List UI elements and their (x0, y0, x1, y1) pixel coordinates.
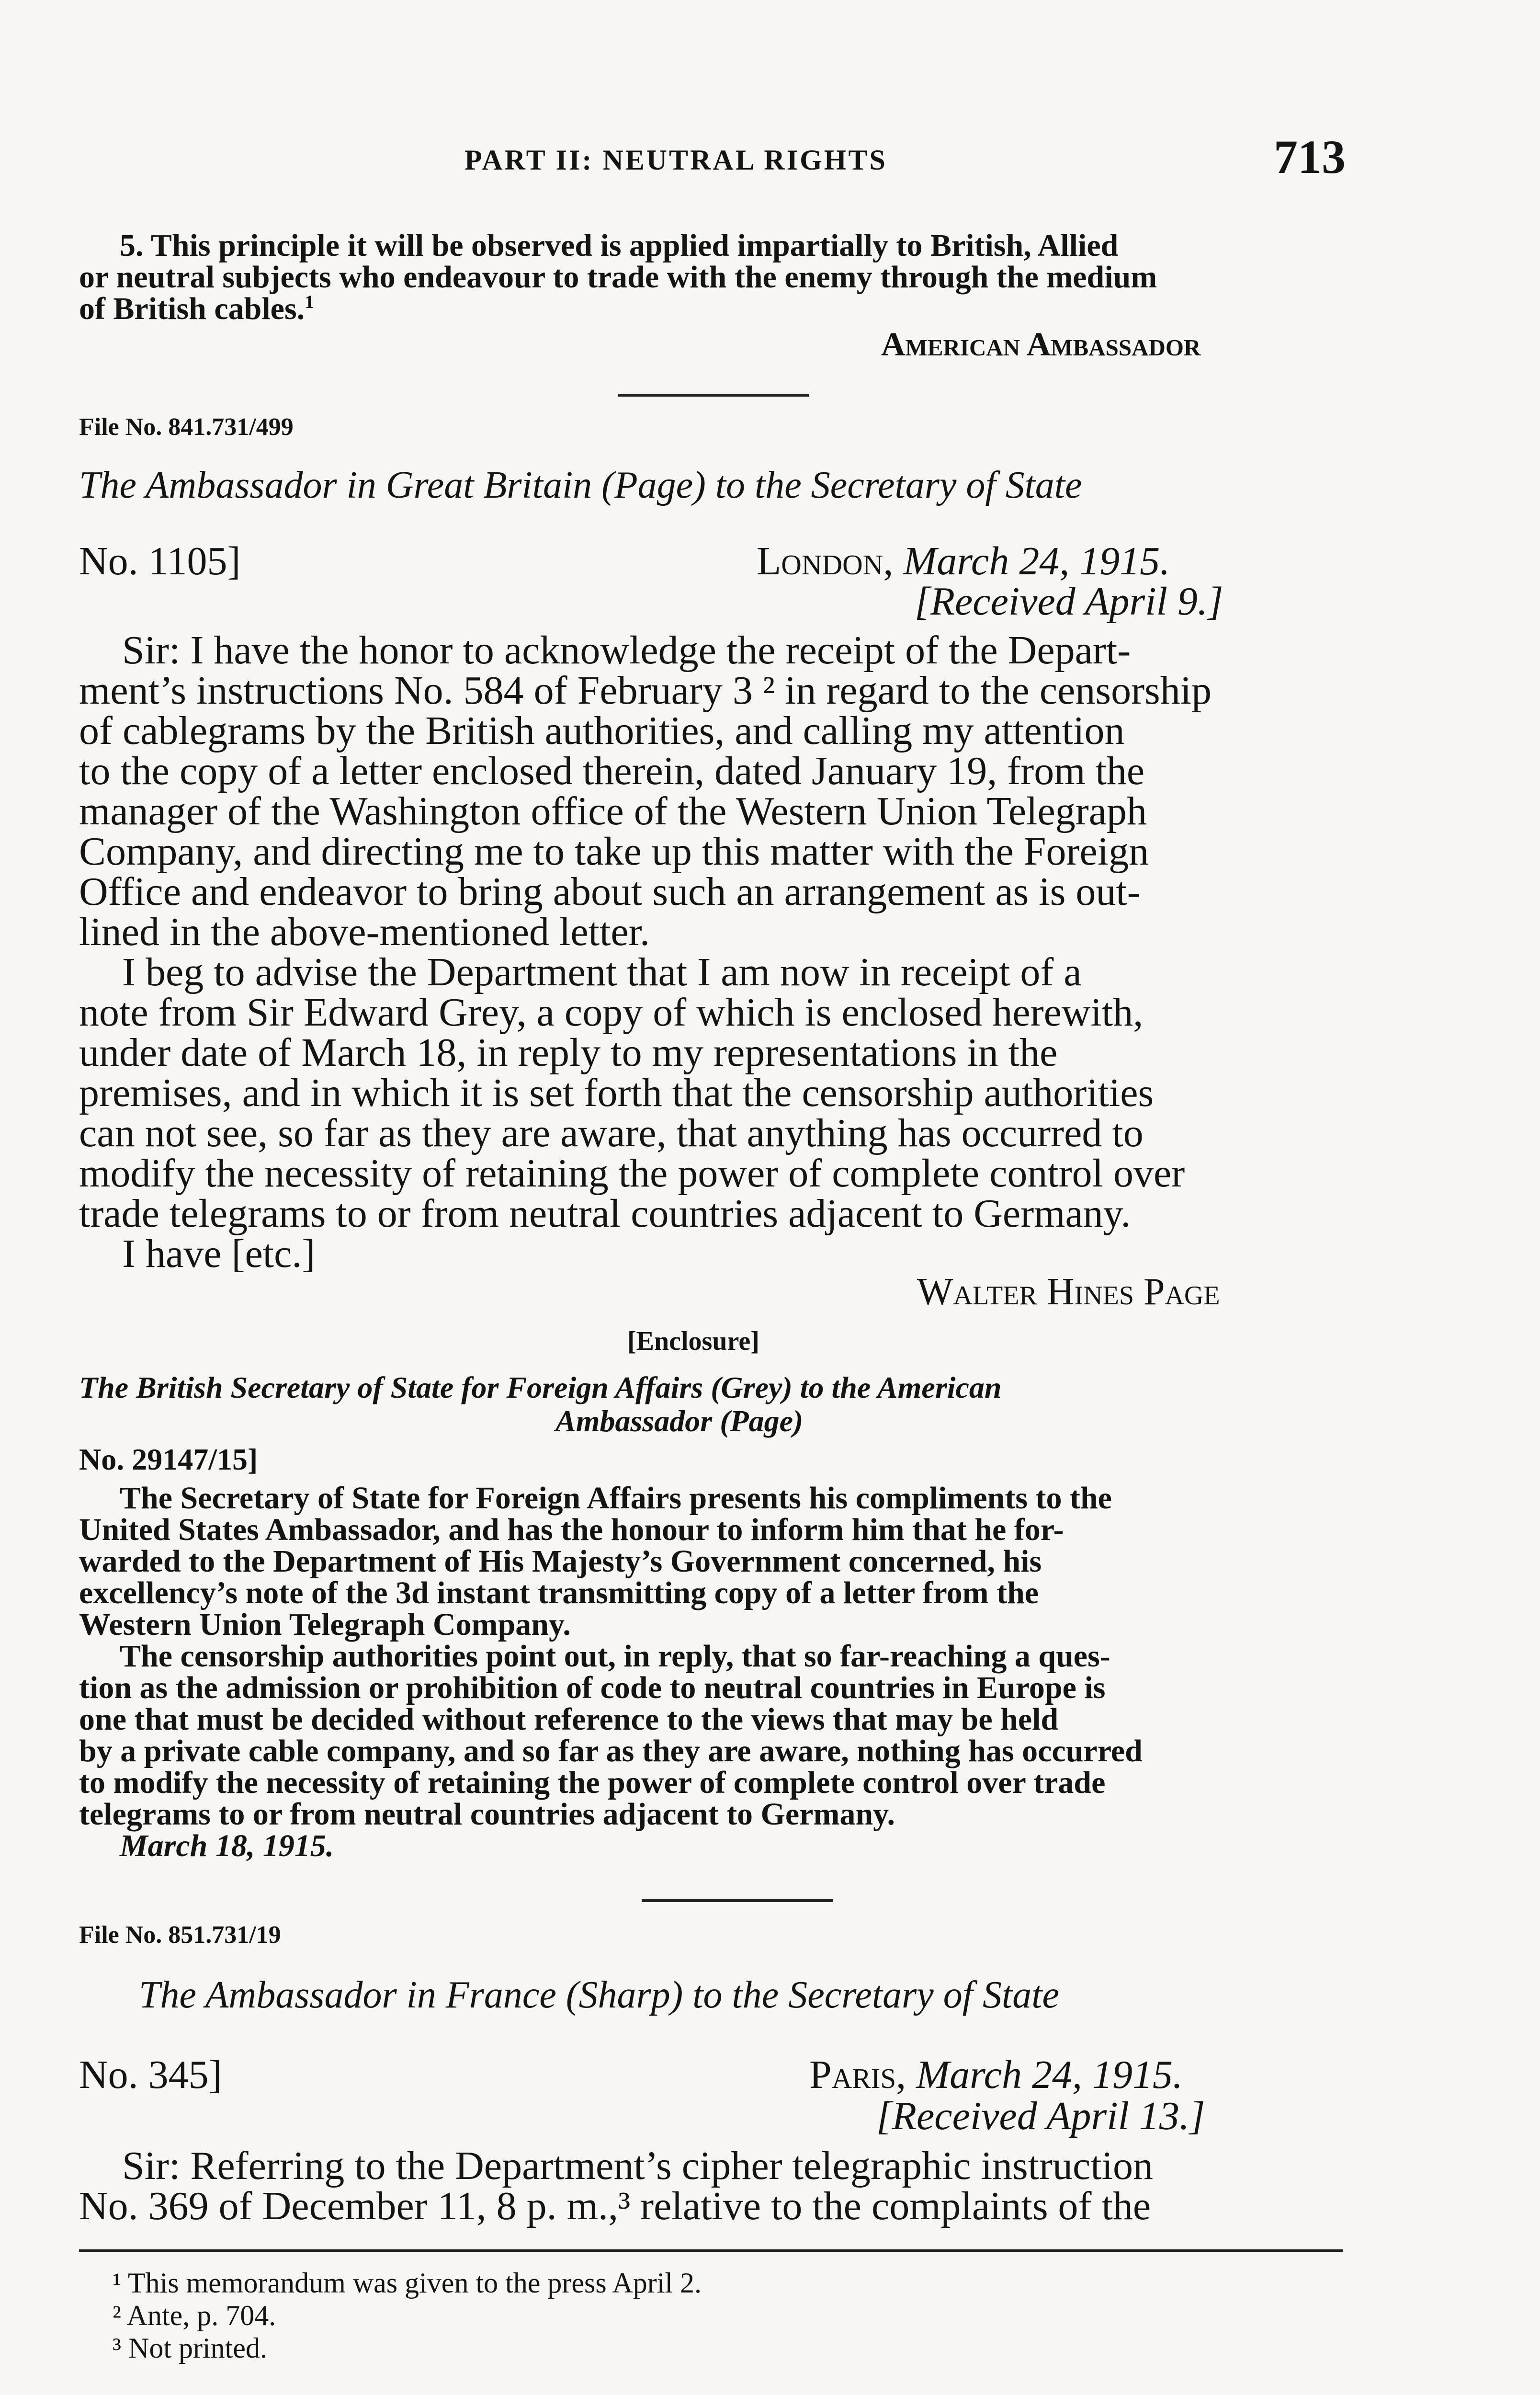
file-number: File No. 851.731/19 (79, 1921, 281, 1949)
file-number: File No. 841.731/499 (79, 413, 294, 441)
document-heading: The Ambassador in Great Britain (Page) to the Secretary of State (79, 464, 1082, 506)
received-date: [Received April 9.] (915, 579, 1223, 624)
dateline (757, 541, 1170, 582)
enclosure-number: No. 29147/15] (79, 1442, 258, 1476)
enclosure-label: [Enclosure] (627, 1326, 759, 1356)
enclosure-heading-line-1: The British Secretary of State for Foreign Affairs (Grey) to the American (79, 1370, 1002, 1404)
footnote-rule (79, 2249, 1343, 2252)
dispatch-date: March 24, 1915. (903, 539, 1170, 583)
dispatch-place: Paris, (809, 2053, 906, 2097)
footnote-2: ² Ante, p. 704. (113, 2300, 276, 2331)
divider (618, 394, 809, 397)
intro-line-1: 5. This principle it will be observed is applied impartially to British, Allied (120, 228, 1119, 263)
dispatch-number: No. 345] (79, 2053, 222, 2097)
received-date: [Received April 13.] (876, 2094, 1205, 2138)
enclosure-heading-line-2: Ambassador (Page) (555, 1404, 804, 1438)
document-heading: The Ambassador in France (Sharp) to the Secretary of State (139, 1974, 1059, 2016)
intro-line-3: of British cables.$^1$ (79, 291, 314, 326)
signature: Walter Hines Page (917, 1271, 1220, 1313)
dateline (809, 2055, 1183, 2095)
footnote-1: ¹ This memorandum was given to the press April 2. (113, 2267, 702, 2299)
document-page: PART II: NEUTRAL RIGHTS 713 5. This principle it will be observed is applied impartially to British, Allied or neutral subjects who endeavour to trade with the enemy through the medium of British cables.$^1$ American Ambassador File No. 841.731/499 The Ambassador in Great Britain (Page) to the Secretary of State No. 1105] London, March 24, 1915. [Received April 9.] Sir: I have the honor to acknowledge the receipt of the Depart- ment’s instructions No. 584 of February 3 ² in regard to the censorship of cablegrams by the British authorities, and calling my attention to the copy of a letter enclosed therein, dated January 19, from the manager of the Washington office of the Western Union Telegraph Company, and directing me to take up this matter with the Foreign Office and endeavor to bring about such an arrangement as is out- lined in the above-mentioned letter. I beg to advise the Department that I am now in receipt of a note from Sir Edward Grey, a copy of which is enclosed herewith, under date of March 18, in reply to my representations in the premises, and in which it is set forth that the censorship authorities can not see, so far as they are aware, that anything has occurred to modify the necessity of retaining the power of complete control over trade telegrams to or from neutral countries adjacent to Germany. I have [etc.] Walter Hines Page [Enclosure] The British Secretary of State for Foreign Affairs (Grey) to the American Ambassador (Page) No. 29147/15] The Secretary of State for Foreign Affairs presents his compliments to the United States Ambassador, and has the honour to inform him that he for- warded to the Department of His Majesty’s Government concerned, his excellency’s note of the 3d instant transmitting copy of a letter from the Western Union Telegraph Company. The censorship authorities point out, in reply, that so far-reaching a ques- tion as the admission or prohibition of code to neutral countries in Europe is one that must be decided without reference to the views that may be held by a private cable company, and so far as they are aware, nothing has occurred to modify the necessity of retaining the power of complete control over trade telegrams to or from neutral countries adjacent to Germany. March 18, 1915. File No. 851.731/19 The Ambassador in France (Sharp) to the Secretary of State No. 345] Paris, March 24, 1915. [Received April 13.] Sir: Referring to the Department’s cipher telegraphic instruction No. 369 of December 11, 8 p. m.,³ relative to the complaints of the ¹ This memorandum was given to the press April 2. ² Ante, p. 704. ³ Not printed. (79, 130, 1346, 2364)
running-head: PART II: NEUTRAL RIGHTS (464, 144, 887, 176)
dispatch-date: March 24, 1915. (916, 2053, 1183, 2097)
divider (642, 1899, 833, 1902)
footnote-3: ³ Not printed. (113, 2332, 267, 2364)
enclosure-date: March 18, 1915. (120, 1828, 334, 1863)
page-number: 713 (1274, 130, 1346, 183)
closing: I have [etc.] (122, 1232, 316, 1276)
dispatch-number: No. 1105] (79, 539, 241, 583)
dispatch-place: London, (757, 539, 894, 583)
intro-signature: American Ambassador (881, 326, 1201, 363)
intro-line-2: or neutral subjects who endeavour to trade with the enemy through the medium (79, 260, 1157, 295)
